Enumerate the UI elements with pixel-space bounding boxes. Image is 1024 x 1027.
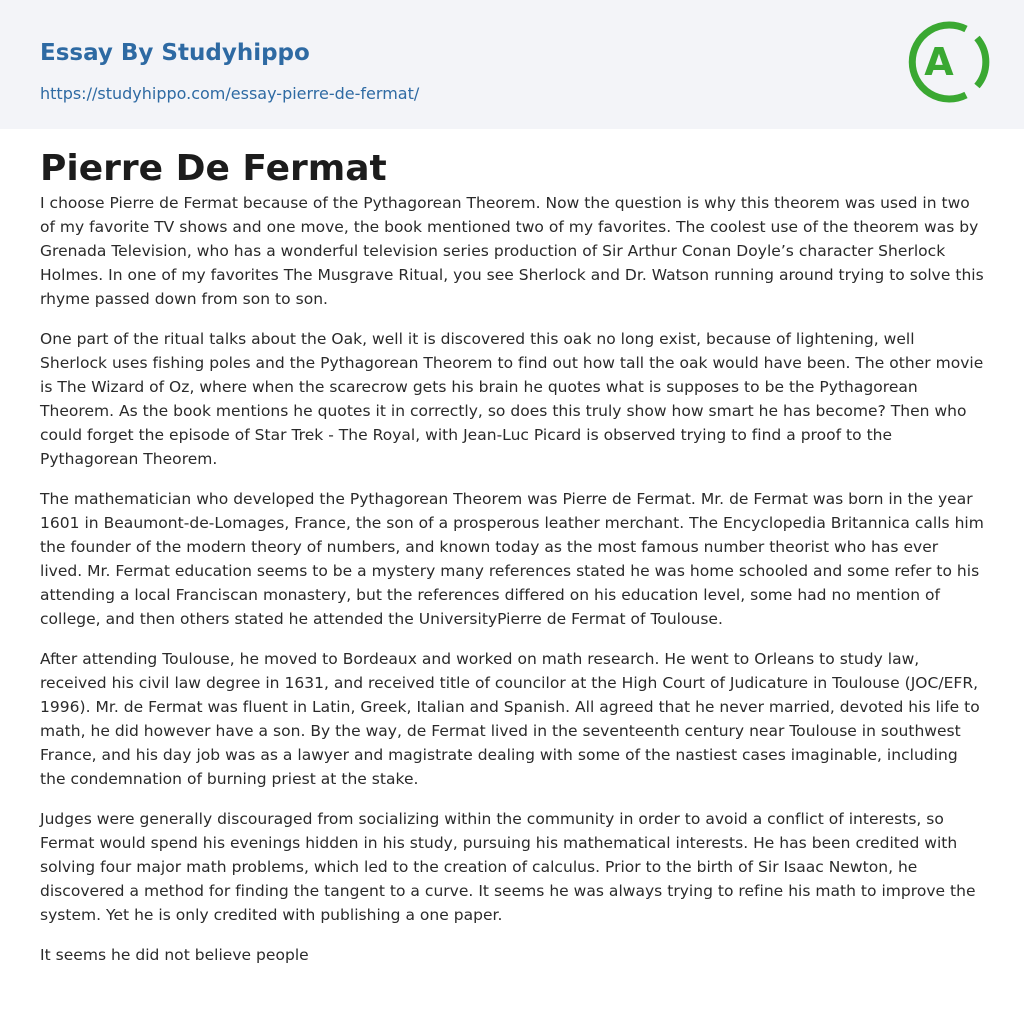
- logo-letter: A: [924, 40, 954, 84]
- essay-paragraph: It seems he did not believe people: [40, 946, 309, 964]
- site-header: [0, 0, 1024, 129]
- essay-url-link[interactable]: https://studyhippo.com/essay-pierre-de-fermat/: [40, 84, 420, 103]
- site-name[interactable]: Essay By Studyhippo: [40, 40, 310, 66]
- essay-paragraph: One part of the ritual talks about the Oak, well it is discovered this oak no long exist, because of lightening, well Sherlock uses fishing poles and the Pythagorean Theorem to find out how tall the oak would have been. The other movie is The Wizard of Oz, where when the scarecrow gets his brain he quotes what is supposes to be the Pythagorean Theorem. As the book mentions he quotes it in correctly, so does this truly show how smart he has become? Then who could forget the episode of Star Trek - The Royal, with Jean-Luc Picard is observed trying to find a proof to the Pythagorean Theorem.: [40, 330, 984, 468]
- essay-paragraph: Judges were generally discouraged from socializing within the community in order to avoid a conflict of interests, so Fermat would spend his evenings hidden in his study, pursuing his mathematical interests. He has been credited with solving four major math problems, which led to the creation of calculus. Prior to the birth of Sir Isaac Newton, he discovered a method for finding the tangent to a curve. It seems he was always trying to refine his math to improve the system. Yet he is only credited with publishing a one paper.: [40, 810, 976, 924]
- essay-paragraph: I choose Pierre de Fermat because of the Pythagorean Theorem. Now the question is why this theorem was used in two of my favorite TV shows and one move, the book mentioned two of my favorites. The coolest use of the theorem was by Grenada Television, who has a wonderful television series production of Sir Arthur Conan Doyle’s character Sherlock Holmes. In one of my favorites The Musgrave Ritual, you see Sherlock and Dr. Watson running around trying to solve this rhyme passed down from son to son.: [40, 194, 984, 308]
- essay-content: [0, 129, 1024, 967]
- essay-paragraph: After attending Toulouse, he moved to Bordeaux and worked on math research. He went to Orleans to study law, received his civil law degree in 1631, and received title of councilor at the High Court of Judicature in Toulouse (JOC/EFR, 1996). Mr. de Fermat was fluent in Latin, Greek, Italian and Spanish. All agreed that he never married, devoted his life to math, he did however have a son. By the way, de Fermat lived in the seventeenth century near Toulouse in southwest France, and his day job was as a lawyer and magistrate dealing with some of the nastiest cases imaginable, including the condemnation of burning priest at the stake.: [40, 650, 980, 788]
- studyhippo-logo-icon[interactable]: [906, 18, 990, 106]
- essay-paragraph: The mathematician who developed the Pythagorean Theorem was Pierre de Fermat. Mr. de Fermat was born in the year 1601 in Beaumont-de-Lomages, France, the son of a prosperous leather merchant. The Encyclopedia Britannica calls him the founder of the modern theory of numbers, and known today as the most famous number theorist who has ever lived. Mr. Fermat education seems to be a mystery many references stated he was home schooled and some refer to his attending a local Franciscan monastery, but the references differed on his education level, some had no mention of college, and then others stated he attended the UniversityPierre de Fermat of Toulouse.: [40, 490, 984, 628]
- essay-body: [40, 191, 984, 967]
- page-title: Pierre De Fermat: [40, 148, 387, 189]
